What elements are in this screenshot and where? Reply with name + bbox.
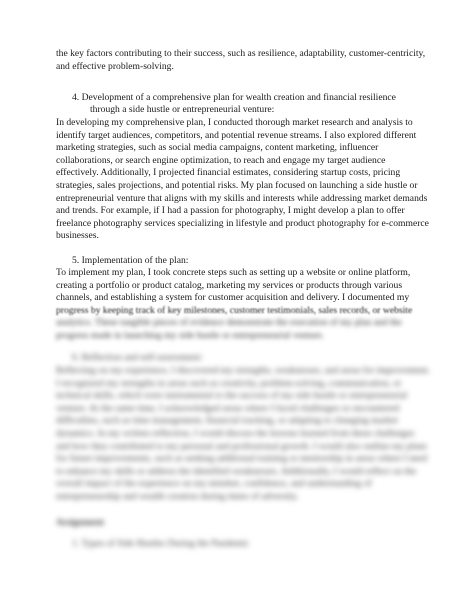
body-line: and how they contributed to my personal and professional growth. I would also outline my plans xyxy=(56,440,427,452)
body-line: for future improvements, such as seeking additional training or mentorship in areas where I need xyxy=(56,453,428,465)
body-line: I recognized my strengths in areas such as creativity, problem-solving, communication, or xyxy=(56,377,402,389)
body-line: venture. At the same time, I acknowledged areas where I faced challenges or encountered xyxy=(56,402,400,414)
intro-line: and effective problem-solving. xyxy=(56,60,174,72)
section-6-heading: 6. Reflection and self-assessment: xyxy=(72,352,203,363)
body-line: effectively. Additionally, I projected financial estimates, considering startup costs, pricing xyxy=(56,167,401,179)
body-line: dynamics. In my written reflection, I would discuss the lessons learned from these challenges xyxy=(56,427,415,439)
body-line: progress made in launching my side hustle or entrepreneurial venture. xyxy=(56,329,325,341)
body-line: collaborations, or search engine optimization, to reach and engage my target audience xyxy=(56,154,386,166)
section-5-body xyxy=(56,267,426,343)
body-line: entrepreneurial venture that aligns with my skills and interests while addressing market demands xyxy=(56,192,428,204)
body-line: freelance photography services specializing in lifestyle and product photography for e-commerce xyxy=(56,217,429,229)
body-line: progress by keeping track of key milestones, customer testimonials, sales records, or website xyxy=(56,304,413,316)
body-line: analytics. These tangible pieces of evidence demonstrate the execution of my plan and the xyxy=(56,317,402,329)
body-line: entrepreneurship and wealth creation during times of adversity. xyxy=(56,490,299,502)
body-line: overall impact of the experience on my mindset, confidence, and understanding of xyxy=(56,478,372,490)
body-line: identify target audiences, competitors, and potential revenue streams. I also explored different xyxy=(56,129,417,141)
intro-line: the key factors contributing to their success, such as resilience, adaptability, customer-centricity, xyxy=(56,48,426,59)
body-line: difficulties, such as time management, financial tracking, or adapting to changing market xyxy=(56,415,398,427)
body-line: strategies, sales projections, and potential risks. My plan focused on launching a side hustle or xyxy=(56,179,418,191)
section-4-body xyxy=(56,117,429,243)
body-line: businesses. xyxy=(56,230,99,242)
section-4-heading: 4. Development of a comprehensive plan for wealth creation and financial resilience xyxy=(72,92,396,103)
body-line: creating a portfolio or product catalog, marketing my services or products through various xyxy=(56,279,403,291)
body-line: and trends. For example, if I had a passion for photography, I might develop a plan to offer xyxy=(56,205,405,217)
body-line: In developing my comprehensive plan, I conducted thorough market research and analysis to xyxy=(56,117,413,128)
body-line: technical skills, which were instrumental to the success of my side hustle or entrepreneurial xyxy=(56,390,408,402)
section-4-heading-cont: through a side hustle or entrepreneurial venture: xyxy=(90,104,275,115)
assignment-item: 1. Types of Side Hustles During the Pandemic xyxy=(72,538,250,549)
assignment-title: Assignment xyxy=(56,517,104,528)
intro-paragraph xyxy=(56,48,426,73)
body-line: Reflecting on my experience, I discovered my strengths, weaknesses, and areas for improvement. xyxy=(56,365,431,376)
body-line: marketing strategies, such as social media campaigns, content marketing, influencer xyxy=(56,142,379,154)
body-line: channels, and establishing a system for customer acquisition and delivery. I documented my xyxy=(56,292,410,304)
section-6-body xyxy=(56,365,431,504)
section-5-heading: 5. Implementation of the plan: xyxy=(72,255,189,266)
body-line: To implement my plan, I took concrete steps such as setting up a website or online platform, xyxy=(56,267,411,278)
body-line: to enhance my skills or address the identified weaknesses. Additionally, I would reflect on the xyxy=(56,465,417,477)
